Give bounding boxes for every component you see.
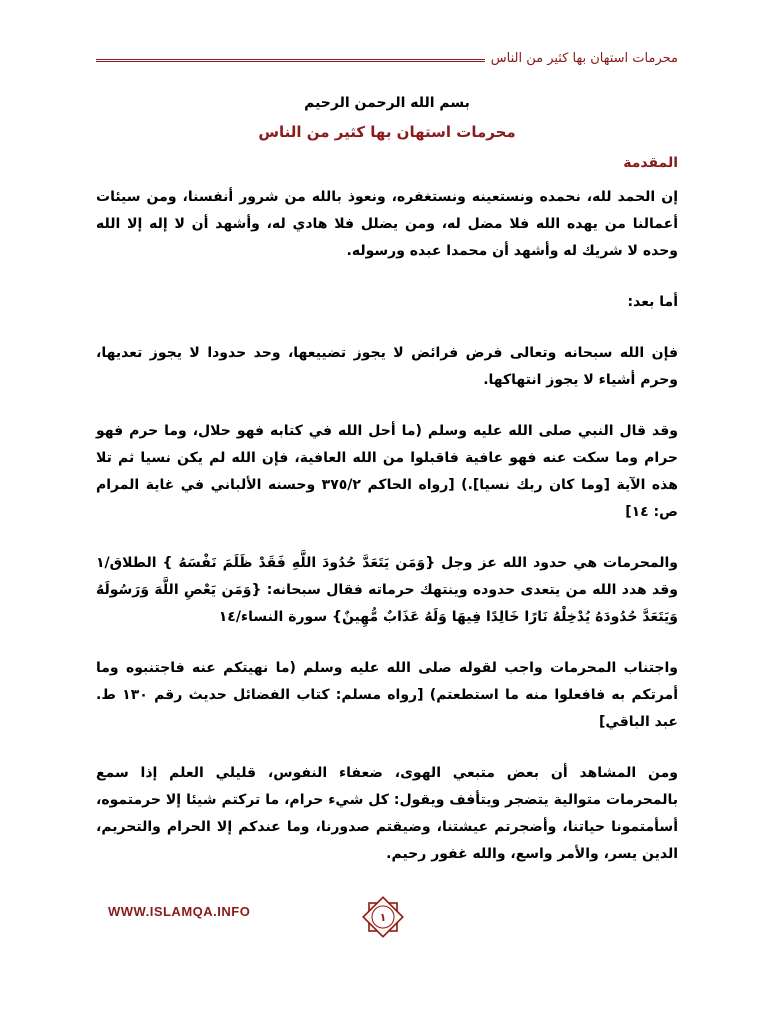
paragraph-observation: ومن المشاهد أن بعض متبعي الهوى، ضعفاء النفوس، قليلي العلم إذا سمع بالمحرمات متوالية يتضجر ويتأفف ويقول: كل شيء حرام، ما تركتم شيئا إلا حرمتموه، أسأمتمونا حياتنا، وأضجرتم عيشتنا، وضيقتم صدورنا، وما عندكم إلا الحرام والتحريم، الدين يسر، والأمر واسع، والله غفور رحيم. xyxy=(96,765,678,862)
section-heading: المقدمة xyxy=(623,155,678,171)
page-number: ١ xyxy=(379,910,387,924)
basmala: بسم الله الرحمن الرحيم xyxy=(304,95,470,111)
paragraph-hadith: وقد قال النبي صلى الله عليه وسلم (ما أحل الله في كتابه فهو حلال، وما حرم فهو حرام وما سكت عنه فهو عافية فاقبلوا من الله العافية، فإن الله لم يكن نسيا ثم تلا هذه الآية [وما كان ربك نسيا].) [رواه الحاكم ٣٧٥/٢ وحسنه الألباني في غاية المرام ص: ١٤] xyxy=(96,423,678,520)
running-header xyxy=(96,44,678,66)
website-link[interactable]: WWW.ISLAMQA.INFO xyxy=(108,904,251,919)
document-body xyxy=(96,92,678,868)
paragraph-amma-baad: أما بعد: xyxy=(627,294,678,310)
header-title: محرمات استهان بها كثير من الناس xyxy=(490,51,678,66)
document-title: محرمات استهان بها كثير من الناس xyxy=(258,123,516,141)
paragraph-limits: والمحرمات هي حدود الله عز وجل {وَمَن يَتَعَدَّ حُدُودَ اللَّهِ فَقَدْ ظَلَمَ نَفْسَهُ } الطلاق/١ وقد هدد الله من يتعدى حدوده وينتهك حرماته فقال سبحانه: {وَمَن يَعْصِ اللَّهَ وَرَسُولَهُ وَيَتَعَدَّ حُدُودَهُ يُدْخِلْهُ نَارًا خَالِدًا فِيهَا وَلَهُ عَذَابٌ مُّهِينٌ} سورة النساء/١٤ xyxy=(96,555,678,625)
paragraph-intro: إن الحمد لله، نحمده ونستعينه ونستغفره، ونعوذ بالله من شرور أنفسنا، ومن سيئات أعمالنا من يهده الله فلا مضل له، ومن يضلل فلا هادي له، وأشهد أن لا إله إلا الله وحده لا شريك له وأشهد أن محمدا عبده ورسوله. xyxy=(96,189,678,259)
header-rule xyxy=(96,59,485,62)
paragraph-avoidance: واجتناب المحرمات واجب لقوله صلى الله عليه وسلم (ما نهيتكم عنه فاجتنبوه وما أمرتكم به فافعلوا منه ما استطعتم) [رواه مسلم: كتاب الفضائل حديث رقم ١٣٠ ط. عبد الباقي] xyxy=(96,660,679,730)
paragraph-obligations: فإن الله سبحانه وتعالى فرض فرائض لا يجوز تضييعها، وحد حدودا لا يجوز تعديها، وحرم أشياء لا يجوز انتهاكها. xyxy=(96,345,678,388)
